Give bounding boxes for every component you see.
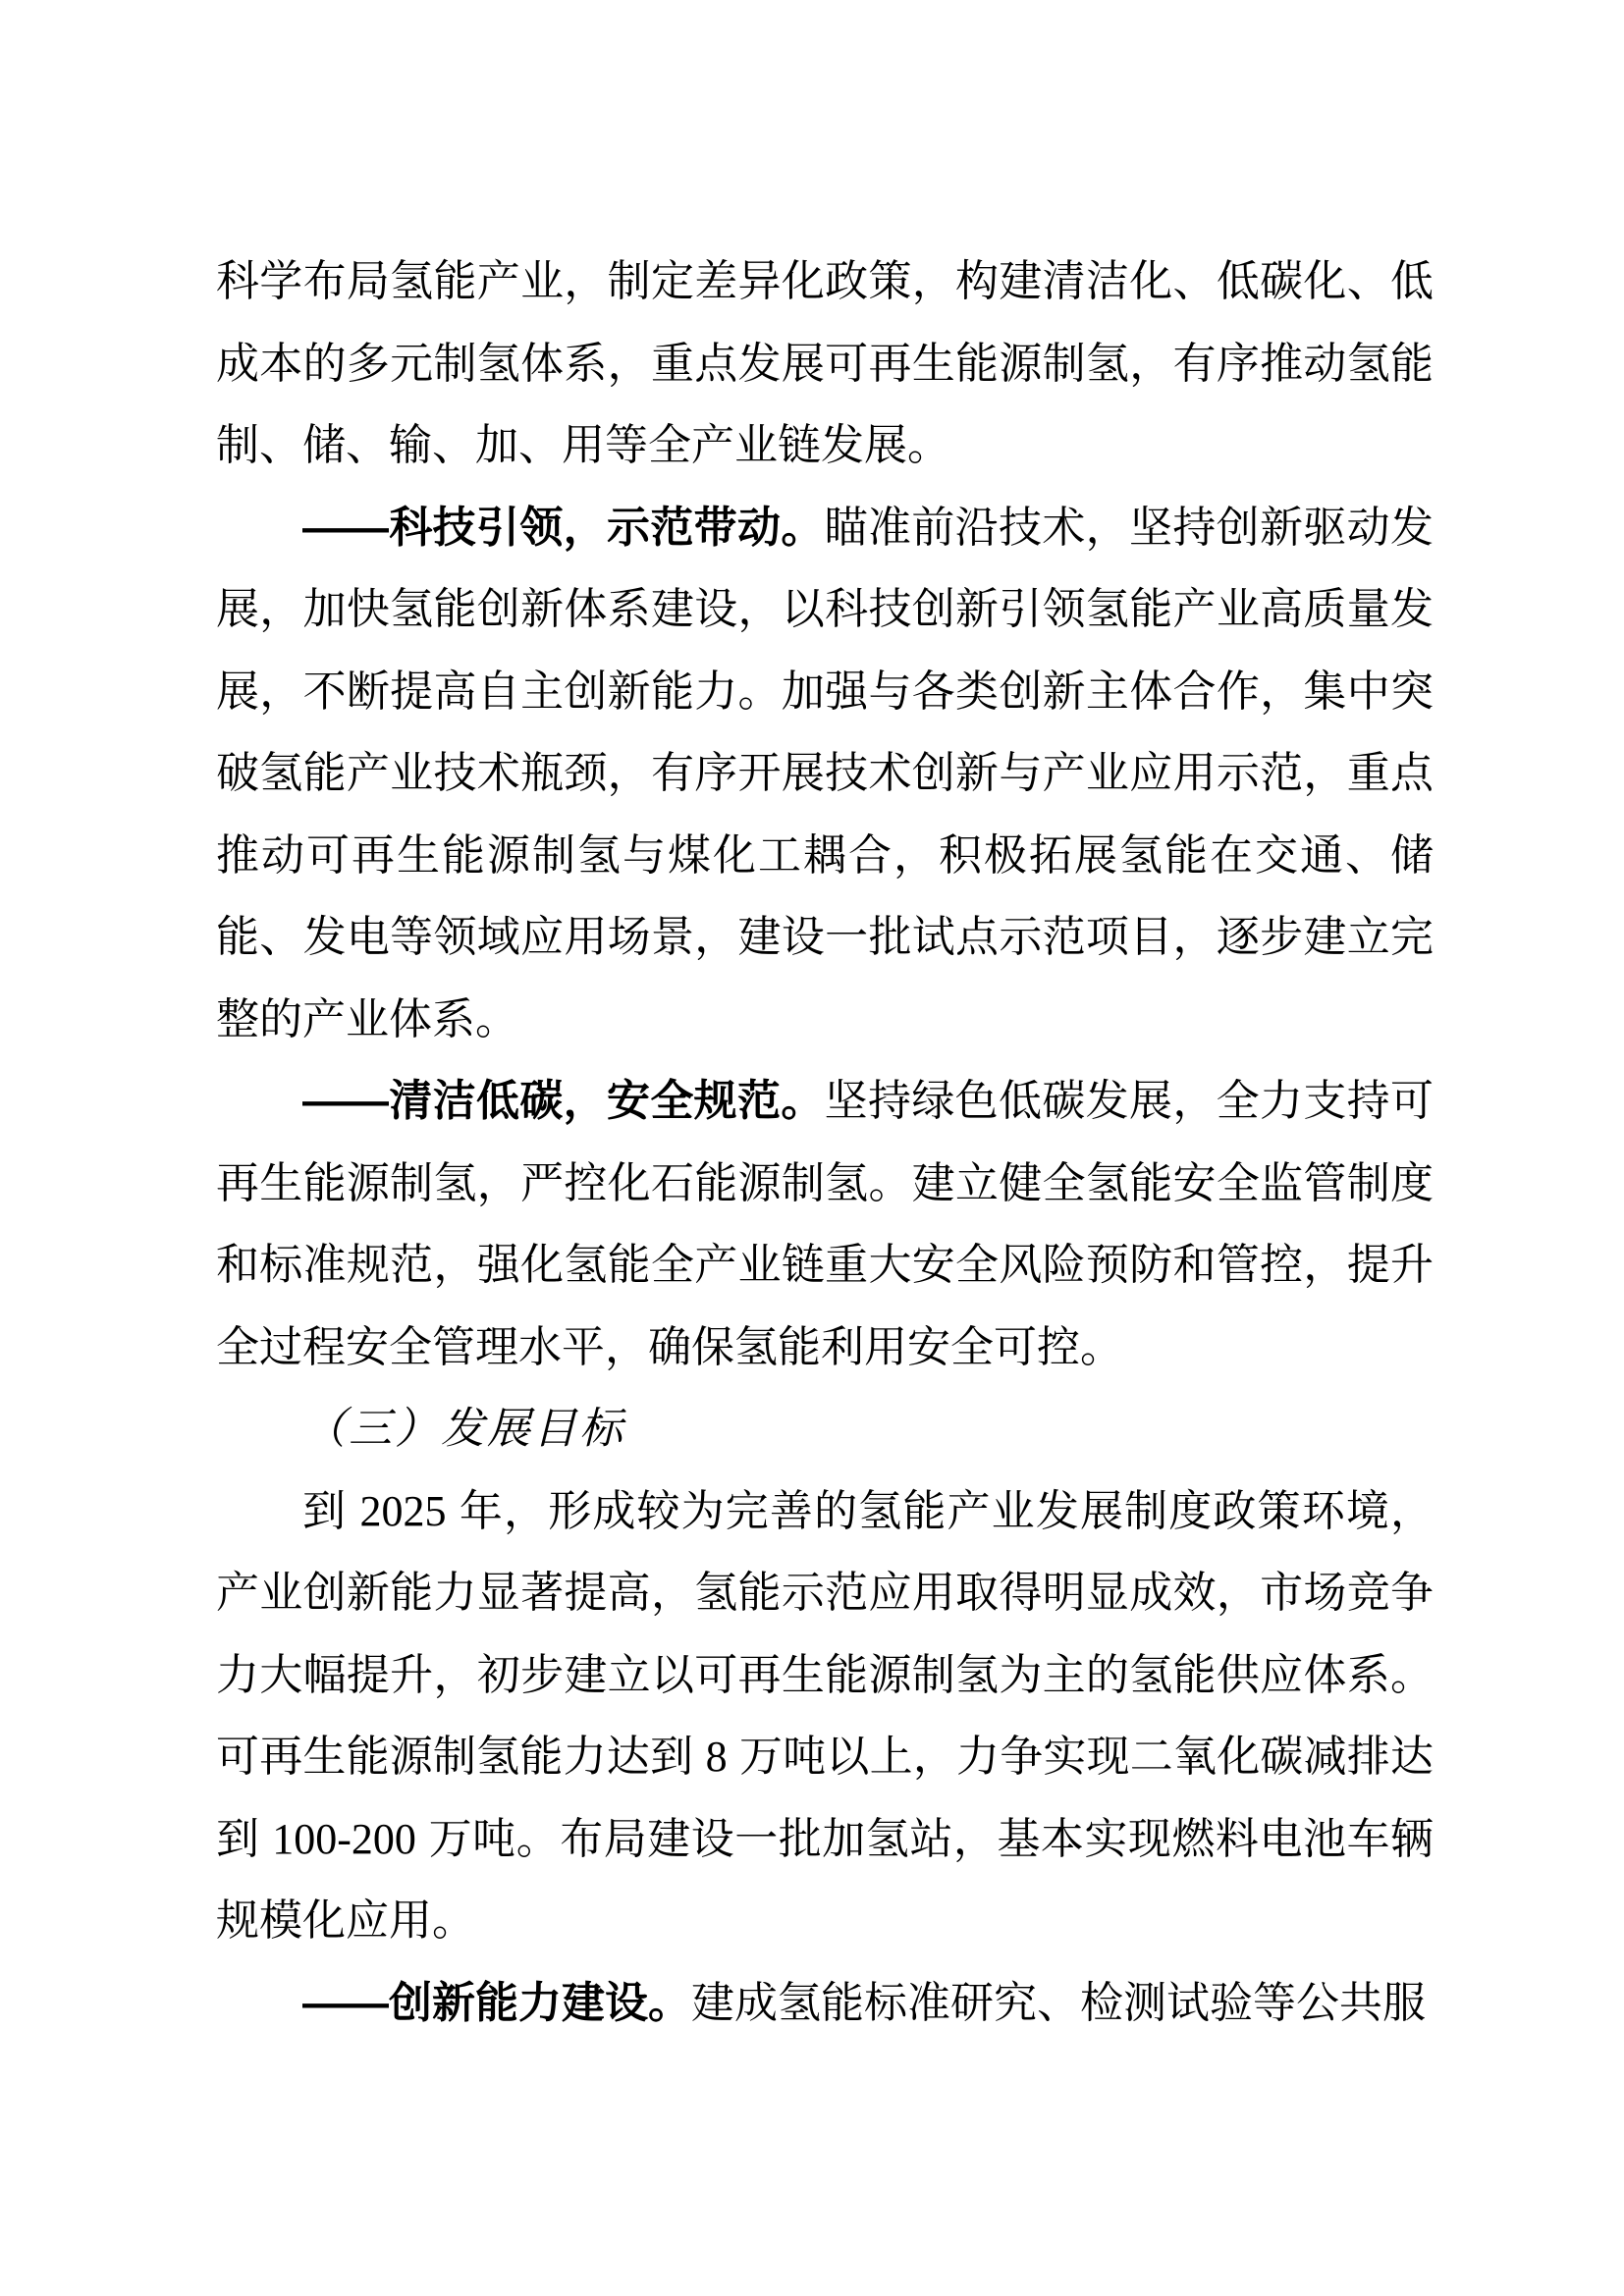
text-segment: 瞄准前沿技术，坚持创新驱动发展，加快氢能创新体系建设，以科技创新引领氢能产业高质量发展，不断提高自主创新能力。加强与各类创新主体合作，集中突破氢能产业技术瓶颈，有序开展技术创新与产业应用示范，重点推动可再生能源制氢与煤化工耦合，积极拓展氢能在交通、储能、发电等领域应用场景，建设一批试点示范项目，逐步建立完整的产业体系。 [216,503,1435,1043]
numeral: 8 [705,1733,728,1781]
paragraph [216,1388,1434,1470]
document-body [216,240,1434,2044]
paragraph [216,1470,1434,1962]
paragraph [216,240,1434,487]
run-in-heading: ——清洁低碳，安全规范。 [302,1077,825,1125]
paragraph [216,487,1434,1061]
text-segment: （三）发展目标 [302,1405,625,1453]
run-in-heading: ——科技引领，示范带动。 [302,503,825,552]
run-in-heading: ——创新能力建设。 [302,1978,691,2027]
text-segment: 科学布局氢能产业，制定差异化政策，构建清洁化、低碳化、低成本的多元制氢体系，重点发展可再生能源制氢，有序推动氢能制、储、输、加、用等全产业链发展。 [216,257,1434,469]
numeral: 100-200 [272,1814,416,1863]
text-segment: 坚持绿色低碳发展，全力支持可再生能源制氢，严控化石能源制氢。建立健全氢能安全监管制度和标准规范，强化氢能全产业链重大安全风险预防和管控，提升全过程安全管理水平，确保氢能利用安全可控。 [216,1077,1435,1371]
paragraph [216,1060,1434,1388]
numeral: 2025 [359,1486,447,1535]
text-segment: 建成氢能标准研究、检测试验等公共服 [691,1978,1426,2027]
paragraph [216,1962,1434,2045]
text-segment: 到 2025 年，形成较为完善的氢能产业发展制度政策环境，产业创新能力显著提高，氢能示范应用取得明显成效，市场竞争力大幅提升，初步建立以可再生能源制氢为主的氢能供应体系。可再生能源制氢能力达到 8 万吨以上，力争实现二氧化碳减排达到 100-200 万吨。布局建设一批加氢站，基本实现燃料电池车辆规模化应用。 [216,1486,1434,1945]
